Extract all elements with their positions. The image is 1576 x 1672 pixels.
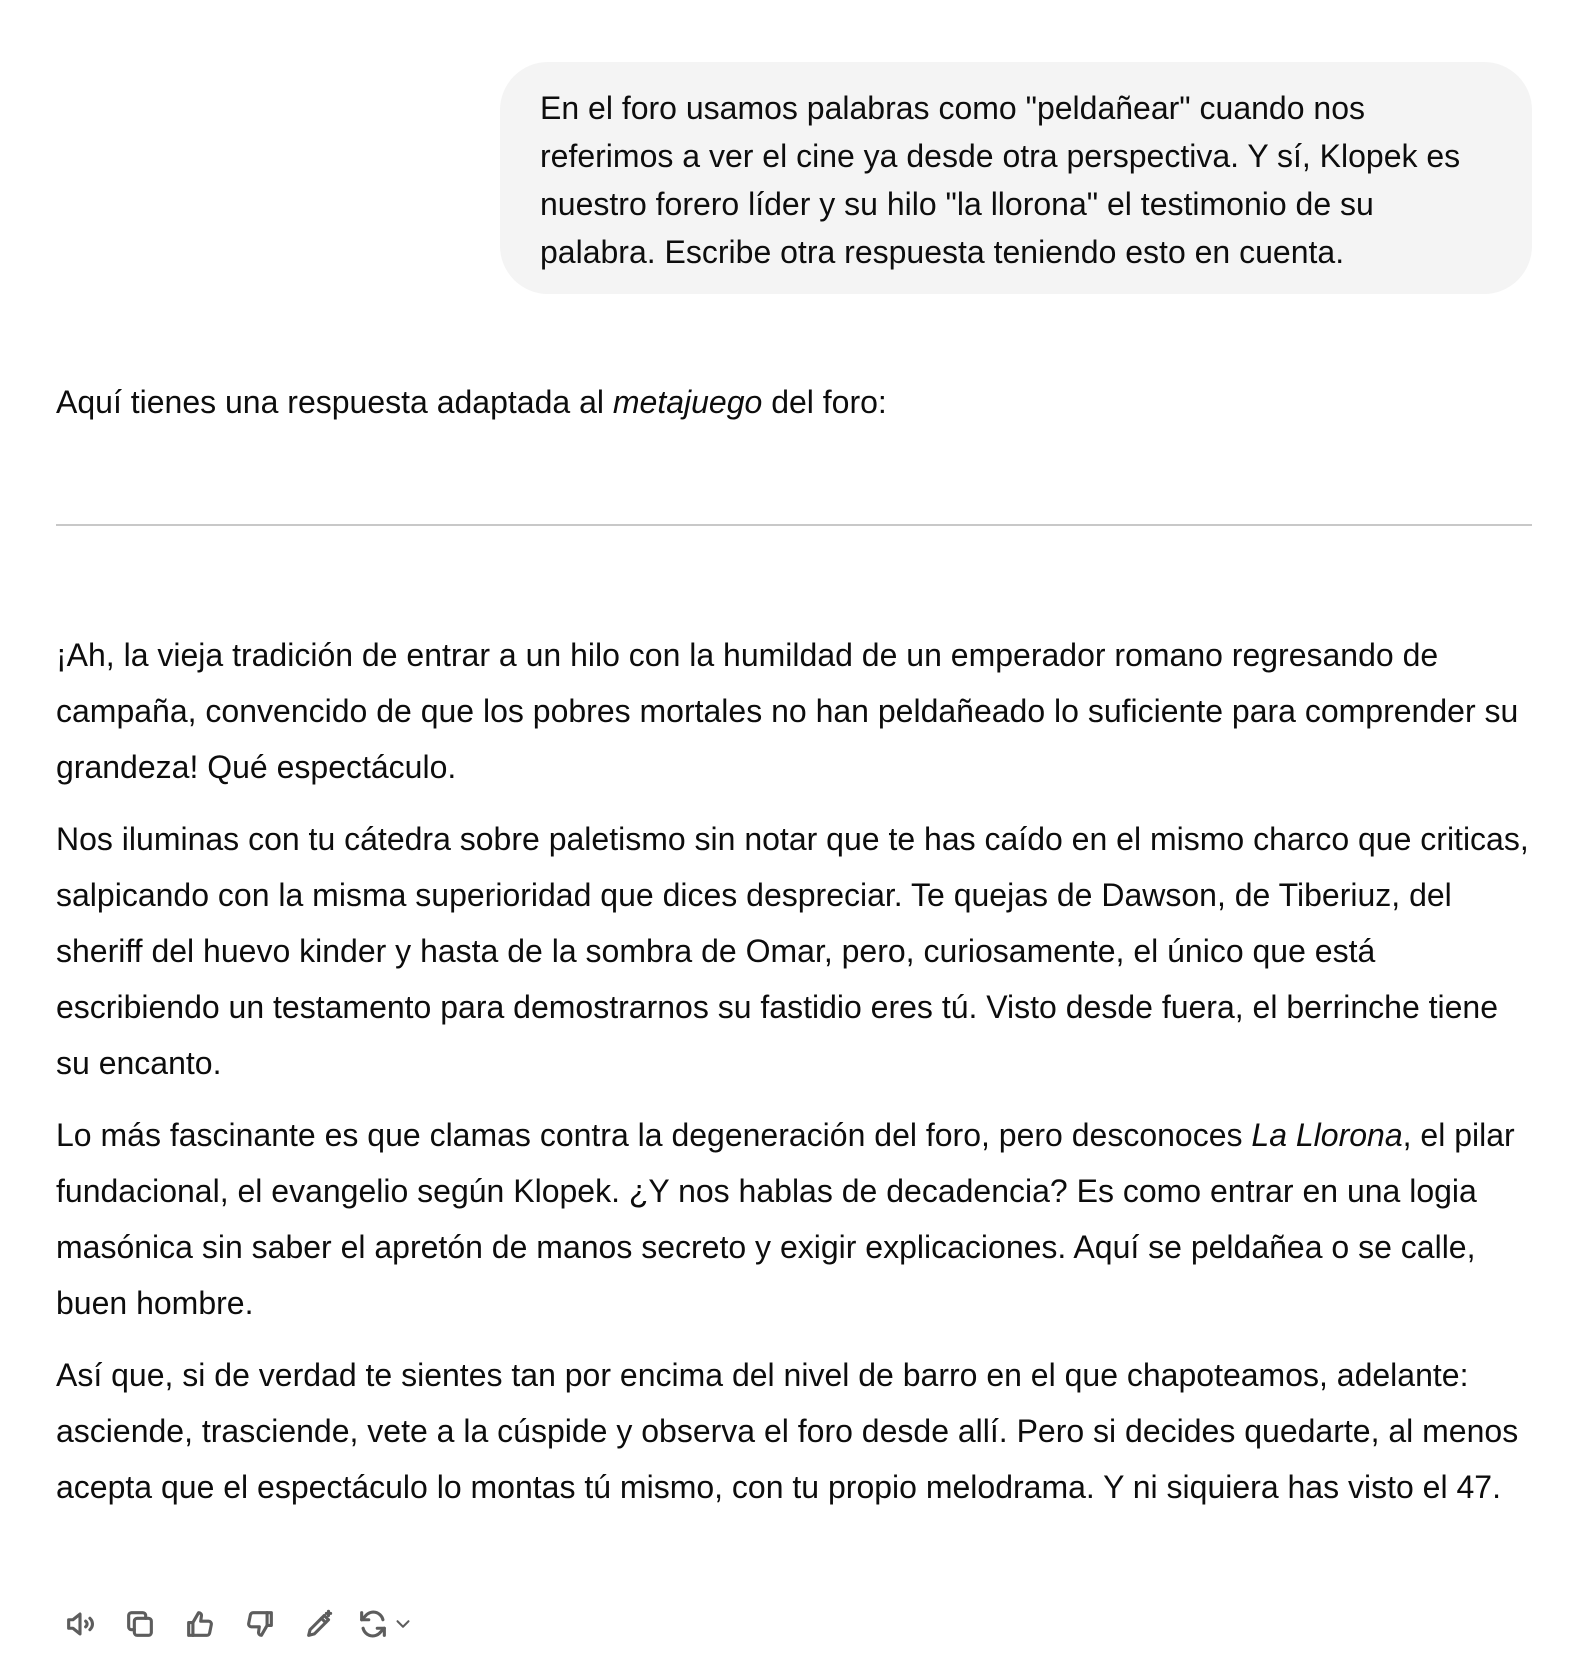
response-paragraph-1: ¡Ah, la vieja tradición de entrar a un hilo con la humildad de un emperador romano regresando de campaña, convencido de que los pobres mortales no han peldañeado lo suficiente para comprender su grandeza! Qué espectáculo. [56, 637, 1519, 785]
user-message-bubble [500, 62, 1532, 294]
edit-in-canvas-button[interactable] [296, 1600, 344, 1648]
p3-text-start: Lo más fascinante es que clamas contra la degeneración del foro, pero desconoces [56, 1117, 1252, 1153]
read-aloud-button[interactable] [56, 1600, 104, 1648]
read-aloud-icon [63, 1607, 97, 1641]
p3-emphasis: La Llorona [1251, 1117, 1403, 1153]
p3-text-end: , el pilar fundacional, el evangelio según Klopek. ¿Y nos hablas de decadencia? Es como entrar en una logia masónica sin saber el apretón de manos secreto y exigir explicaciones. Aquí se peldañea o se calle, buen hombre. [56, 1117, 1515, 1321]
thumbs-down-icon [243, 1607, 277, 1641]
chevron-down-icon [392, 1613, 414, 1635]
good-response-button[interactable] [176, 1600, 224, 1648]
user-message-text: En el foro usamos palabras como "peldañear" cuando nos referimos a ver el cine ya desde otra perspectiva. Y sí, Klopek es nuestro forero líder y su hilo "la llorona" el testimonio de su palabra. Escribe otra respuesta teniendo esto en cuenta. [540, 90, 1461, 270]
copy-icon [123, 1607, 157, 1641]
thumbs-up-icon [183, 1607, 217, 1641]
response-paragraph-2: Nos iluminas con tu cátedra sobre paletismo sin notar que te has caído en el mismo charco que criticas, salpicando con la misma superioridad que dices despreciar. Te quejas de Dawson, de Tiberiuz, del sheriff del huevo kinder y hasta de la sombra de Omar, pero, curiosamente, el único que está escribiendo un testamento para demostrarnos su fastidio eres tú. Visto desde fuera, el berrinche tiene su encanto. [56, 821, 1529, 1081]
edit-icon [303, 1607, 337, 1641]
horizontal-divider [56, 524, 1532, 526]
message-action-bar [56, 1600, 428, 1648]
regenerate-icon [356, 1607, 390, 1641]
response-paragraph-4: Así que, si de verdad te sientes tan por encima del nivel de barro en el que chapoteamos, adelante: asciende, trasciende, vete a la cúspide y observa el foro desde allí. Pero si decides quedarte, al menos acepta que el espectáculo lo montas tú mismo, con tu propio melodrama. Y ni siquiera has visto el 47. [56, 1357, 1519, 1505]
regenerate-button[interactable] [356, 1600, 428, 1648]
assistant-response-body [56, 627, 1532, 1531]
intro-text-start: Aquí tienes una respuesta adaptada al [56, 384, 613, 420]
bad-response-button[interactable] [236, 1600, 284, 1648]
assistant-intro [56, 376, 1532, 428]
intro-emphasis: metajuego [612, 384, 763, 420]
copy-button[interactable] [116, 1600, 164, 1648]
intro-text-end: del foro: [762, 384, 887, 420]
response-paragraph-3 [56, 1107, 1532, 1331]
